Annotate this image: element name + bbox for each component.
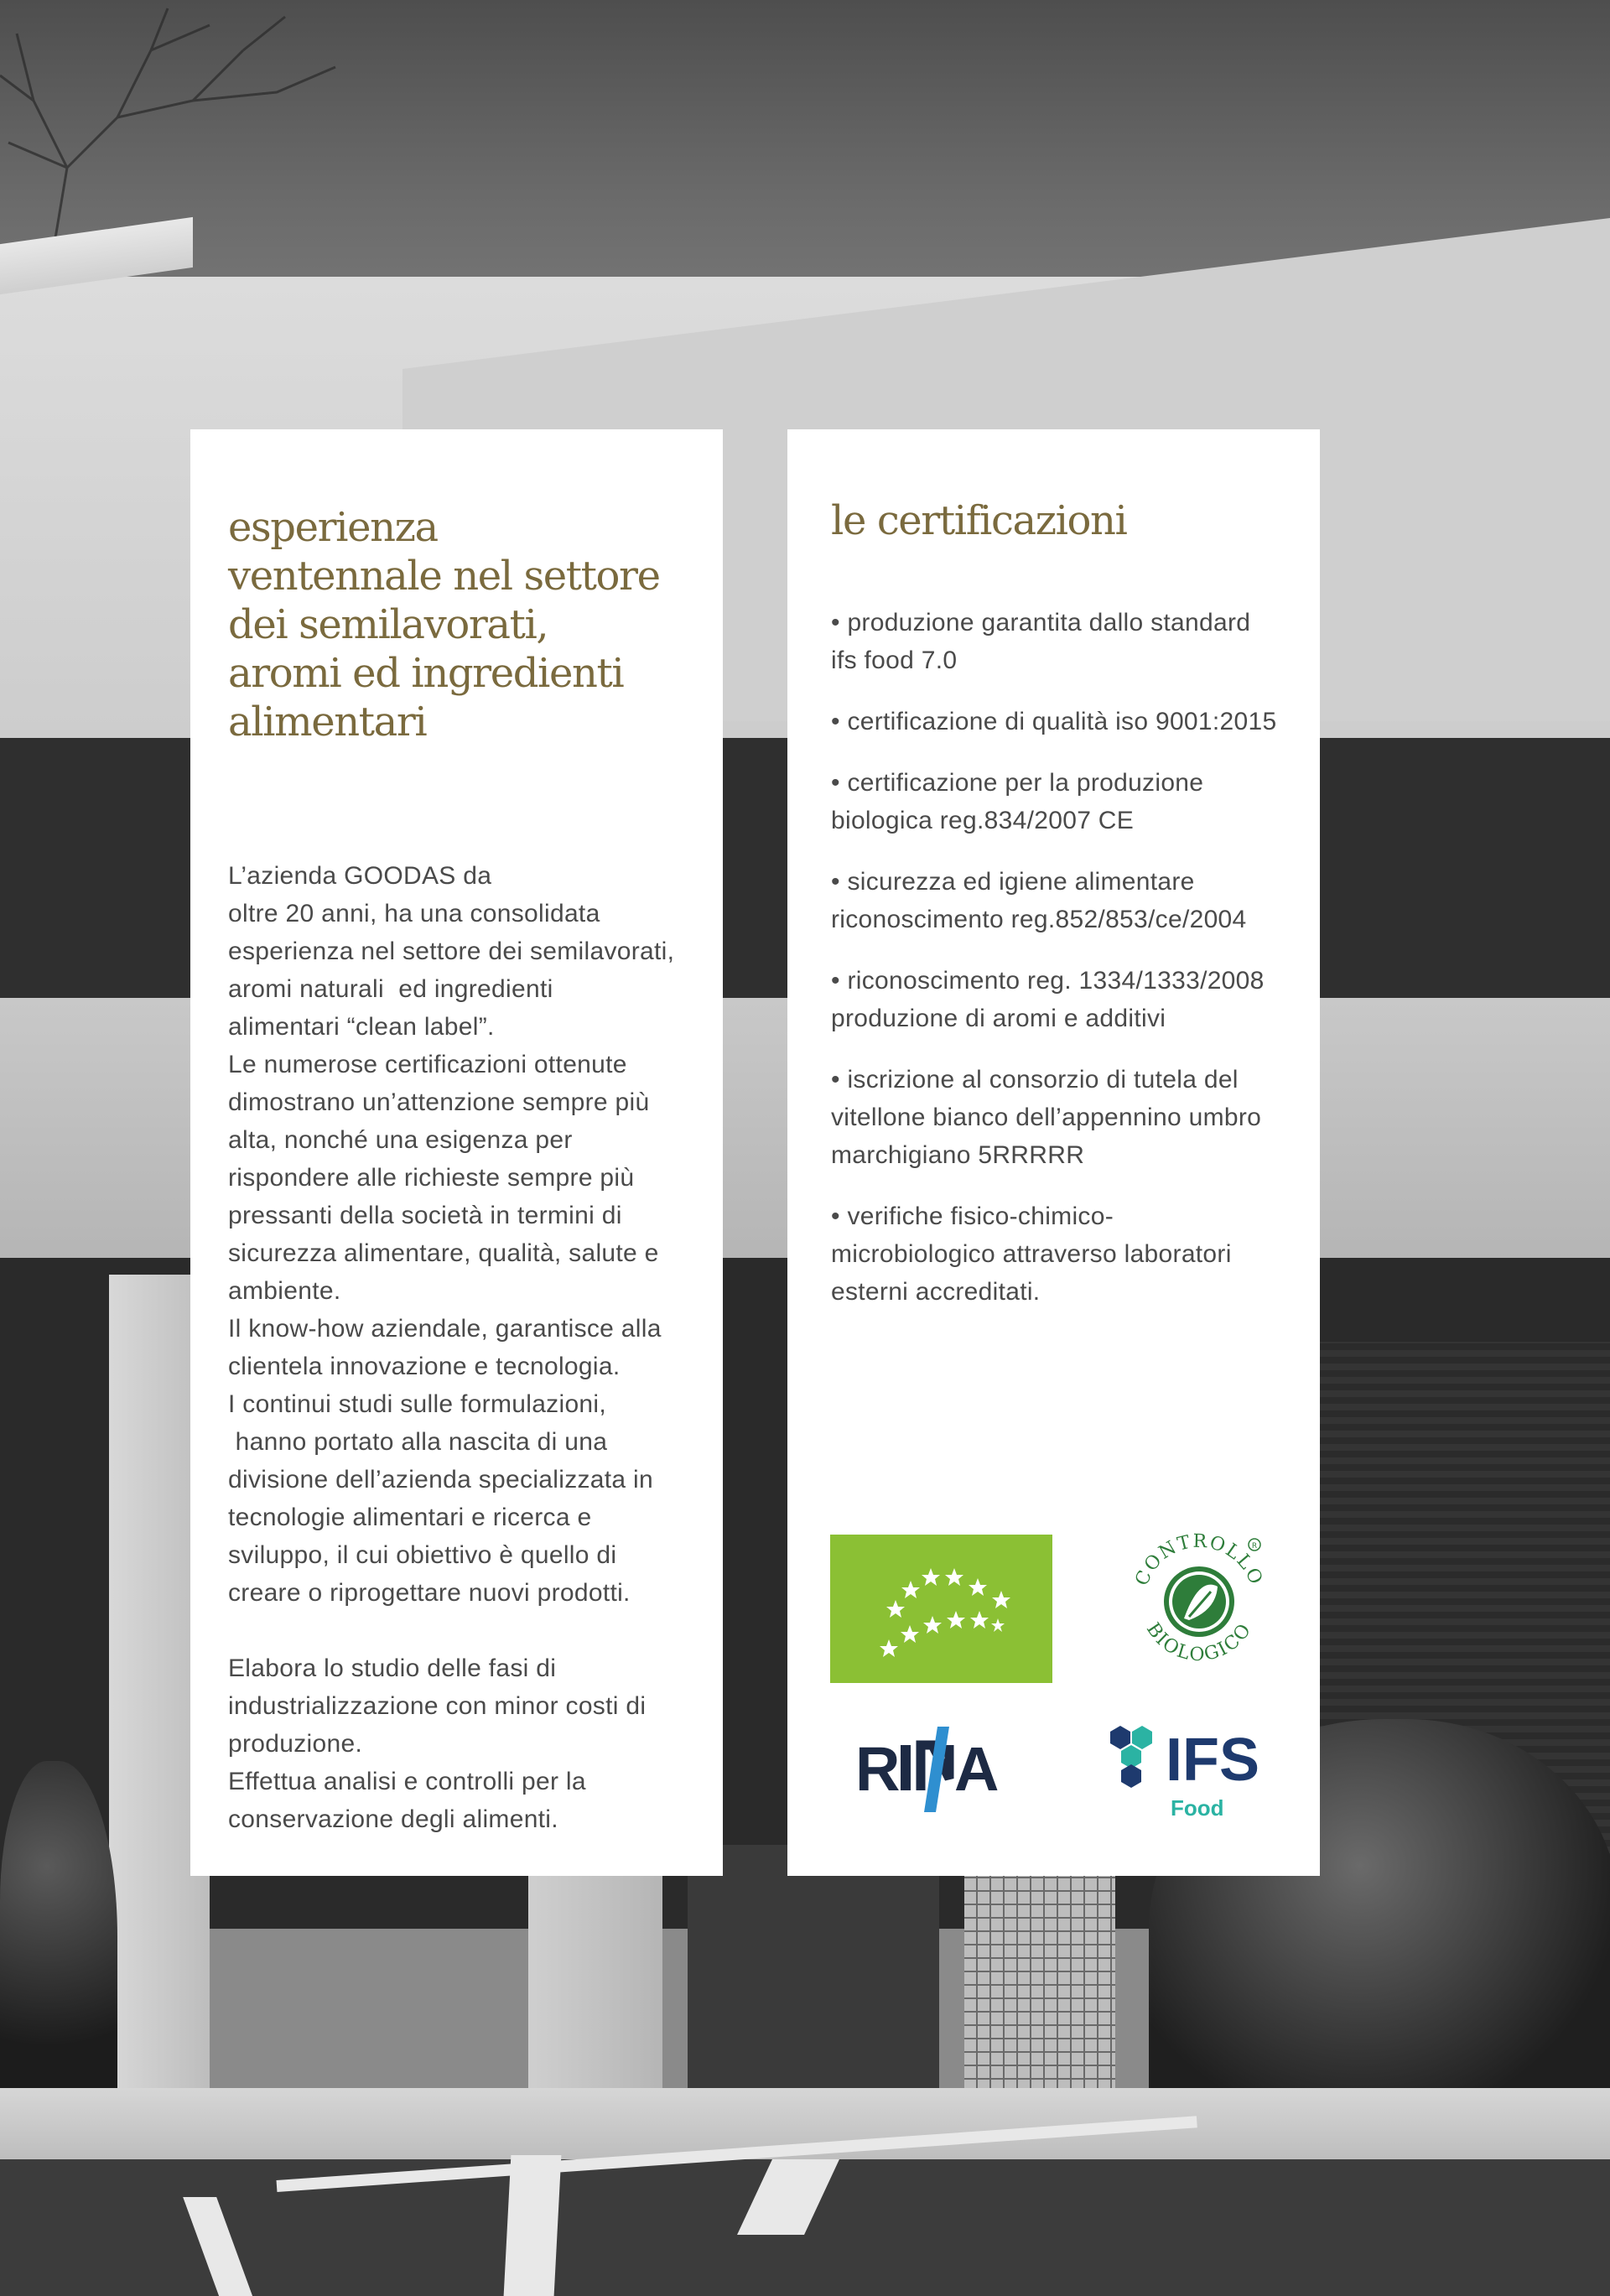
- controllo-biologico-logo: [1124, 1526, 1275, 1677]
- svg-text:R: R: [855, 1734, 901, 1804]
- certification-line: marchigiano 5RRRRR: [831, 1141, 1085, 1169]
- certification-line: esterni accreditati.: [831, 1278, 1041, 1306]
- heading-line: esperienza: [228, 504, 438, 551]
- certification-item: [831, 703, 1295, 740]
- description-line: creare o riprogettare nuovi prodotti.: [228, 1579, 631, 1607]
- ifs-food-logo: [1098, 1723, 1291, 1841]
- description-line: esperienza nel settore dei semilavorati,: [228, 938, 675, 965]
- description-line: clientela innovazione e tecnologia.: [228, 1353, 621, 1380]
- certifications-heading: le certificazioni: [831, 497, 1127, 544]
- experience-heading: [228, 503, 689, 746]
- description-line: sviluppo, il cui obiettivo è quello di: [228, 1541, 617, 1569]
- certification-item: [831, 1061, 1295, 1174]
- ifs-logo-text: IFS: [1166, 1727, 1260, 1794]
- description-line: Le numerose certificazioni ottenute: [228, 1051, 627, 1078]
- description-line: sicurezza alimentare, qualità, salute e: [228, 1239, 659, 1267]
- bush-left: [0, 1761, 117, 2113]
- controllo-biologico-seal-icon: [1124, 1526, 1275, 1677]
- certification-line: biologica reg.834/2007 CE: [831, 807, 1135, 834]
- rina-logo: [855, 1723, 1015, 1816]
- services-line: conservazione degli alimenti.: [228, 1805, 558, 1833]
- description-line: L’azienda GOODAS da: [228, 862, 492, 890]
- description-line: oltre 20 anni, ha una consolidata: [228, 900, 600, 927]
- company-description: [228, 857, 689, 1612]
- company-services: [228, 1649, 689, 1838]
- certification-line: • certificazione di qualità iso 9001:2015: [831, 708, 1277, 735]
- certification-line: • produzione garantita dallo standard: [831, 609, 1251, 636]
- description-line: alimentari “clean label”.: [228, 1013, 495, 1041]
- certification-item: [831, 1197, 1295, 1311]
- certification-item: [831, 962, 1295, 1037]
- certification-line: • riconoscimento reg. 1334/1333/2008: [831, 967, 1265, 995]
- description-line: dimostrano un’attenzione sempre più: [228, 1088, 650, 1116]
- certification-line: riconoscimento reg.852/853/ce/2004: [831, 906, 1247, 933]
- eu-organic-leaf-icon: [830, 1535, 1052, 1683]
- heading-line: dei semilavorati,: [228, 601, 548, 648]
- certification-item: [831, 604, 1295, 679]
- ifs-logo-subtext: Food: [1171, 1795, 1224, 1821]
- description-line: aromi naturali ed ingredienti: [228, 975, 553, 1003]
- certifications-list: [831, 604, 1295, 1311]
- svg-text:CONTROLLO: CONTROLLO: [1131, 1530, 1267, 1589]
- description-line: Il know-how aziendale, garantisce alla: [228, 1315, 662, 1343]
- parking-stripe: [504, 2155, 562, 2296]
- services-line: produzione.: [228, 1730, 363, 1758]
- description-line: divisione dell’azienda specializzata in: [228, 1466, 653, 1493]
- description-line: pressanti della società in termini di: [228, 1202, 622, 1229]
- certification-line: microbiologico attraverso laboratori: [831, 1240, 1232, 1268]
- certification-item: [831, 863, 1295, 938]
- certification-line: ifs food 7.0: [831, 647, 958, 674]
- certification-line: • certificazione per la produzione: [831, 769, 1204, 797]
- eu-organic-logo: [830, 1535, 1052, 1683]
- svg-text:A: A: [954, 1734, 1000, 1804]
- description-line: alta, nonché una esigenza per: [228, 1126, 573, 1154]
- services-line: industrializzazione con minor costi di: [228, 1692, 647, 1720]
- certification-line: • sicurezza ed igiene alimentare: [831, 868, 1195, 896]
- svg-text:R: R: [1251, 1542, 1258, 1551]
- rina-logo-icon: [855, 1723, 1015, 1816]
- heading-line: ventennale nel settore: [228, 553, 660, 600]
- certification-line: produzione di aromi e additivi: [831, 1005, 1166, 1032]
- svg-text:BIOLOGICO: BIOLOGICO: [1141, 1618, 1257, 1666]
- certification-item: [831, 764, 1295, 839]
- services-line: Elabora lo studio delle fasi di: [228, 1654, 557, 1682]
- certification-line: • verifiche fisico-chimico-: [831, 1203, 1114, 1230]
- certification-line: vitellone bianco dell’appennino umbro: [831, 1104, 1262, 1131]
- description-line: tecnologie alimentari e ricerca e: [228, 1504, 592, 1531]
- description-line: ambiente.: [228, 1277, 341, 1305]
- description-line: I continui studi sulle formulazioni,: [228, 1390, 607, 1418]
- certification-line: • iscrizione al consorzio di tutela del: [831, 1066, 1239, 1093]
- description-line: hanno portato alla nascita di una: [228, 1428, 608, 1456]
- services-line: Effettua analisi e controlli per la: [228, 1768, 586, 1795]
- entrance-door: [688, 1845, 939, 2096]
- heading-line: alimentari: [228, 699, 427, 745]
- company-experience-card: [190, 429, 723, 1876]
- glass-block-wall: [964, 1853, 1115, 2105]
- heading-line: aromi ed ingredienti: [228, 650, 624, 697]
- description-line: rispondere alle richieste sempre più: [228, 1164, 635, 1192]
